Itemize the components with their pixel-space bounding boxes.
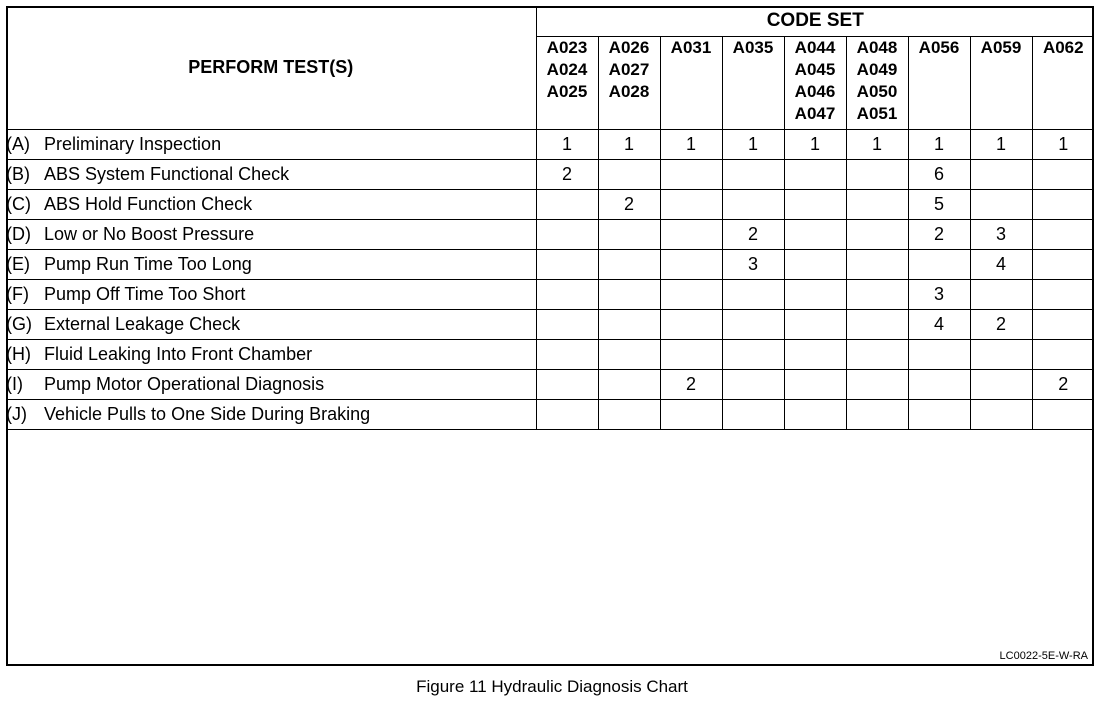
step-cell xyxy=(598,370,660,400)
step-cell xyxy=(970,340,1032,370)
step-cell: 4 xyxy=(908,310,970,340)
test-label: ABS Hold Function Check xyxy=(44,194,253,214)
step-cell xyxy=(722,370,784,400)
table-row xyxy=(6,250,1094,280)
step-cell xyxy=(784,400,846,430)
step-cell xyxy=(722,400,784,430)
step-cell xyxy=(1032,340,1094,370)
step-cell: 3 xyxy=(970,220,1032,250)
step-cell: 6 xyxy=(908,160,970,190)
step-cell: 1 xyxy=(722,130,784,160)
step-cell xyxy=(908,370,970,400)
step-cell xyxy=(660,190,722,220)
figure-caption: Figure 11 Hydraulic Diagnosis Chart xyxy=(416,677,688,696)
step-cell xyxy=(722,310,784,340)
code-label: A025 xyxy=(546,82,588,101)
code-column-header xyxy=(536,37,598,130)
step-cell xyxy=(1032,310,1094,340)
step-cell xyxy=(536,370,598,400)
table-row xyxy=(6,130,1094,160)
step-cell xyxy=(784,370,846,400)
code-column-header xyxy=(846,37,908,130)
step-cell xyxy=(660,250,722,280)
code-label: A035 xyxy=(732,38,774,57)
step-cell: 1 xyxy=(660,130,722,160)
test-letter: (F) xyxy=(6,284,29,304)
step-cell xyxy=(598,400,660,430)
step-cell xyxy=(846,370,908,400)
step-cell xyxy=(1032,220,1094,250)
step-cell xyxy=(660,340,722,370)
step-cell xyxy=(1032,400,1094,430)
step-cell xyxy=(784,250,846,280)
step-cell: 3 xyxy=(908,280,970,310)
code-column-header xyxy=(908,37,970,130)
step-cell xyxy=(722,280,784,310)
test-label: Pump Off Time Too Short xyxy=(44,284,246,304)
test-letter: (B) xyxy=(6,164,30,184)
code-label: A062 xyxy=(1042,38,1084,57)
test-letter: (G) xyxy=(6,314,32,334)
step-cell: 3 xyxy=(722,250,784,280)
step-cell: 2 xyxy=(908,220,970,250)
code-label: A047 xyxy=(794,104,836,123)
header-row-code-set xyxy=(6,6,1094,37)
step-cell xyxy=(536,220,598,250)
step-cell: 1 xyxy=(598,130,660,160)
step-cell xyxy=(536,280,598,310)
code-label: A023 xyxy=(546,38,588,57)
test-name-cell xyxy=(6,280,536,310)
test-name-cell xyxy=(6,130,536,160)
step-cell xyxy=(536,250,598,280)
test-letter: (J) xyxy=(6,404,27,424)
step-cell xyxy=(536,190,598,220)
test-label: External Leakage Check xyxy=(44,314,241,334)
code-column-header xyxy=(598,37,660,130)
step-cell xyxy=(660,400,722,430)
test-rows xyxy=(6,130,1094,430)
code-column-header xyxy=(660,37,722,130)
step-cell xyxy=(722,340,784,370)
step-cell xyxy=(1032,250,1094,280)
test-name-cell xyxy=(6,400,536,430)
step-cell xyxy=(660,220,722,250)
step-cell xyxy=(598,160,660,190)
test-name-cell xyxy=(6,340,536,370)
code-set-header: CODE SET xyxy=(536,6,1094,37)
step-cell xyxy=(970,400,1032,430)
step-cell xyxy=(846,310,908,340)
step-cell xyxy=(598,280,660,310)
step-cell xyxy=(908,340,970,370)
step-cell xyxy=(970,190,1032,220)
step-cell xyxy=(722,190,784,220)
step-cell xyxy=(722,160,784,190)
step-cell xyxy=(846,190,908,220)
table-row xyxy=(6,400,1094,430)
step-cell xyxy=(846,220,908,250)
step-cell xyxy=(784,190,846,220)
test-letter: (I) xyxy=(6,374,23,394)
step-cell xyxy=(660,280,722,310)
step-cell xyxy=(536,310,598,340)
step-cell xyxy=(598,250,660,280)
step-cell: 2 xyxy=(1032,370,1094,400)
code-column-header xyxy=(970,37,1032,130)
code-label: A027 xyxy=(608,60,650,79)
test-name-cell xyxy=(6,250,536,280)
test-label: Pump Motor Operational Diagnosis xyxy=(44,374,325,394)
code-column-header xyxy=(722,37,784,130)
step-cell xyxy=(784,280,846,310)
code-label: A044 xyxy=(794,38,836,57)
test-label: Low or No Boost Pressure xyxy=(44,224,255,244)
step-cell xyxy=(970,280,1032,310)
step-cell xyxy=(784,310,846,340)
code-column-header xyxy=(784,37,846,130)
code-label: A031 xyxy=(670,38,712,57)
test-label: Preliminary Inspection xyxy=(44,134,222,154)
step-cell: 2 xyxy=(722,220,784,250)
test-name-cell xyxy=(6,310,536,340)
code-label: A050 xyxy=(856,82,898,101)
test-name-cell xyxy=(6,370,536,400)
test-name-cell xyxy=(6,220,536,250)
step-cell xyxy=(784,340,846,370)
step-cell: 1 xyxy=(536,130,598,160)
code-label: A048 xyxy=(856,38,898,57)
step-cell xyxy=(1032,280,1094,310)
step-cell xyxy=(1032,190,1094,220)
test-letter: (E) xyxy=(6,254,30,274)
step-cell: 2 xyxy=(536,160,598,190)
test-label: Vehicle Pulls to One Side During Braking xyxy=(44,404,371,424)
step-cell xyxy=(598,340,660,370)
step-cell xyxy=(846,340,908,370)
step-cell: 1 xyxy=(784,130,846,160)
code-label: A024 xyxy=(546,60,588,79)
step-cell xyxy=(846,280,908,310)
code-label: A049 xyxy=(856,60,898,79)
table-row xyxy=(6,160,1094,190)
step-cell xyxy=(846,250,908,280)
code-label: A045 xyxy=(794,60,836,79)
figure-reference: LC0022-5E-W-RA xyxy=(999,650,1088,662)
table-row xyxy=(6,190,1094,220)
test-letter: (A) xyxy=(6,134,30,154)
step-cell xyxy=(660,160,722,190)
test-label: ABS System Functional Check xyxy=(44,164,290,184)
code-label: A051 xyxy=(856,104,898,123)
table-row xyxy=(6,220,1094,250)
table-row xyxy=(6,370,1094,400)
code-label: A028 xyxy=(608,82,650,101)
step-cell: 2 xyxy=(598,190,660,220)
step-cell xyxy=(536,340,598,370)
step-cell xyxy=(970,370,1032,400)
test-label: Pump Run Time Too Long xyxy=(44,254,252,274)
table-row xyxy=(6,340,1094,370)
step-cell: 2 xyxy=(660,370,722,400)
test-letter: (C) xyxy=(6,194,31,214)
test-name-cell xyxy=(6,190,536,220)
step-cell xyxy=(970,160,1032,190)
code-column-header xyxy=(1032,37,1094,130)
step-cell: 1 xyxy=(970,130,1032,160)
step-cell xyxy=(598,310,660,340)
code-label: A046 xyxy=(794,82,836,101)
perform-tests-header: PERFORM TEST(S) xyxy=(6,6,536,130)
hydraulic-diagnosis-table xyxy=(6,6,1094,430)
test-letter: (D) xyxy=(6,224,31,244)
step-cell xyxy=(660,310,722,340)
code-label: A059 xyxy=(980,38,1022,57)
table-row xyxy=(6,280,1094,310)
step-cell xyxy=(784,220,846,250)
step-cell: 1 xyxy=(846,130,908,160)
step-cell xyxy=(1032,160,1094,190)
step-cell xyxy=(598,220,660,250)
step-cell xyxy=(908,250,970,280)
step-cell: 1 xyxy=(1032,130,1094,160)
step-cell: 5 xyxy=(908,190,970,220)
code-label: A026 xyxy=(608,38,650,57)
step-cell xyxy=(846,160,908,190)
step-cell xyxy=(536,400,598,430)
code-label: A056 xyxy=(918,38,960,57)
test-name-cell xyxy=(6,160,536,190)
step-cell xyxy=(784,160,846,190)
step-cell: 4 xyxy=(970,250,1032,280)
table-row xyxy=(6,310,1094,340)
step-cell xyxy=(908,400,970,430)
test-label: Fluid Leaking Into Front Chamber xyxy=(44,344,313,364)
test-letter: (H) xyxy=(6,344,31,364)
step-cell: 1 xyxy=(908,130,970,160)
step-cell: 2 xyxy=(970,310,1032,340)
step-cell xyxy=(846,400,908,430)
